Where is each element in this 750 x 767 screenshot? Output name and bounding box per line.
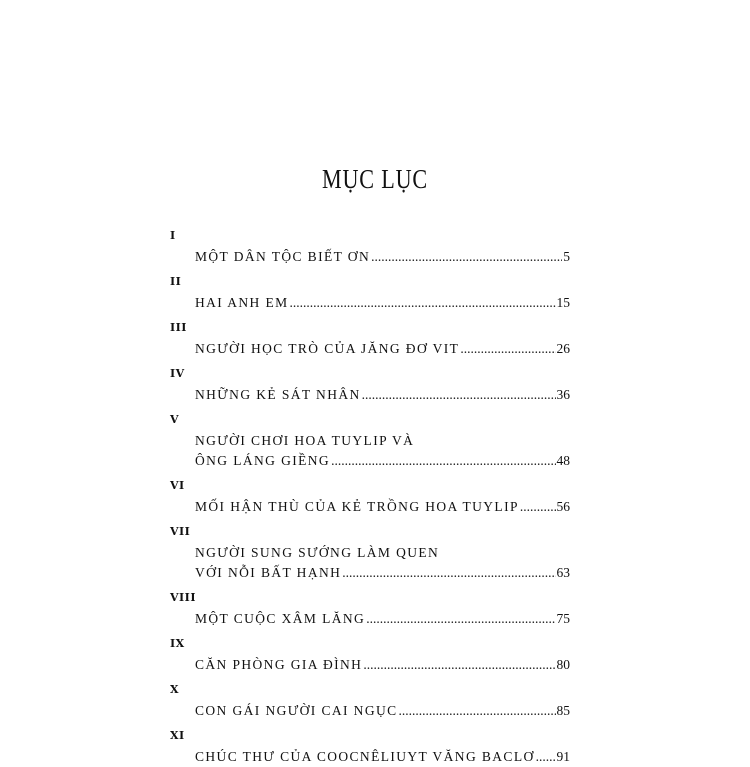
leader-dots — [342, 563, 555, 583]
chapter-line — [195, 293, 570, 313]
page-number: 85 — [556, 703, 570, 718]
chapter-number: IX — [170, 637, 185, 650]
chapter-title-continued: VỚI NỖI BẤT HẠNH — [195, 565, 342, 580]
chapter-line — [195, 497, 570, 517]
chapter-title: MỐI HẬN THÙ CỦA KẺ TRỒNG HOA TUYLIP — [195, 499, 519, 514]
chapter-title: NGƯỜI HỌC TRÒ CỦA JĂNG ĐƠ VIT — [195, 341, 460, 356]
page-number: 56 — [556, 499, 570, 514]
page-number: 75 — [556, 611, 570, 626]
chapter-line — [195, 339, 570, 359]
chapter-line — [195, 655, 570, 675]
page-number: 48 — [556, 453, 570, 468]
leader-dots — [290, 293, 556, 313]
chapter-number: XI — [170, 729, 185, 742]
table-of-contents — [170, 229, 570, 767]
toc-entry-8 — [170, 591, 570, 629]
chapter-number: X — [170, 683, 180, 696]
chapter-number: VIII — [170, 591, 196, 604]
chapter-title-continued: ÔNG LÁNG GIỀNG — [195, 453, 331, 468]
chapter-title: MỘT DÂN TỘC BIẾT ƠN — [195, 249, 371, 264]
leader-dots — [366, 609, 555, 629]
toc-entry-10 — [170, 683, 570, 721]
chapter-line — [195, 431, 570, 451]
chapter-number: V — [170, 413, 180, 426]
toc-entry-7 — [170, 525, 570, 583]
chapter-line — [195, 701, 570, 721]
page-number: 26 — [556, 341, 570, 356]
chapter-line — [195, 247, 570, 267]
chapter-line — [195, 543, 570, 563]
leader-dots — [520, 497, 556, 517]
chapter-number: VI — [170, 479, 185, 492]
page-number: 15 — [556, 295, 570, 310]
chapter-title: HAI ANH EM — [195, 295, 289, 310]
chapter-number: I — [170, 229, 176, 242]
leader-dots — [399, 701, 556, 721]
chapter-number: VII — [170, 525, 191, 538]
toc-entry-5 — [170, 413, 570, 471]
chapter-number: II — [170, 275, 182, 288]
chapter-title: MỘT CUỘC XÂM LĂNG — [195, 611, 366, 626]
page-number: 80 — [556, 657, 570, 672]
chapter-line — [195, 747, 570, 767]
page-number: 36 — [556, 387, 570, 402]
chapter-title: CĂN PHÒNG GIA ĐÌNH — [195, 657, 363, 672]
page-title: MỤC LỤC — [321, 164, 428, 194]
chapter-title: NGƯỜI SUNG SƯỚNG LÀM QUEN — [195, 545, 440, 560]
toc-entry-11 — [170, 729, 570, 767]
leader-dots — [536, 747, 556, 767]
chapter-line — [195, 385, 570, 405]
chapter-line — [195, 609, 570, 629]
toc-entry-1 — [170, 229, 570, 267]
chapter-number: III — [170, 321, 187, 334]
leader-dots — [331, 451, 555, 471]
page-number: 91 — [556, 749, 570, 764]
chapter-title: NGƯỜI CHƠI HOA TUYLIP VÀ — [195, 433, 415, 448]
leader-dots — [363, 655, 555, 675]
page-number: 63 — [556, 565, 570, 580]
leader-dots — [362, 385, 556, 405]
chapter-title: NHỮNG KẺ SÁT NHÂN — [195, 387, 361, 402]
toc-entry-4 — [170, 367, 570, 405]
toc-entry-3 — [170, 321, 570, 359]
chapter-title: CHÚC THƯ CỦA COOCNÊLIUYT VĂNG BACLƠ — [195, 749, 535, 764]
page-number: 5 — [563, 249, 570, 264]
chapter-line — [195, 451, 570, 471]
toc-entry-9 — [170, 637, 570, 675]
toc-entry-2 — [170, 275, 570, 313]
leader-dots — [460, 339, 555, 359]
chapter-line — [195, 563, 570, 583]
chapter-title: CON GÁI NGƯỜI CAI NGỤC — [195, 703, 398, 718]
toc-entry-6 — [170, 479, 570, 517]
leader-dots — [371, 247, 562, 267]
chapter-number: IV — [170, 367, 185, 380]
